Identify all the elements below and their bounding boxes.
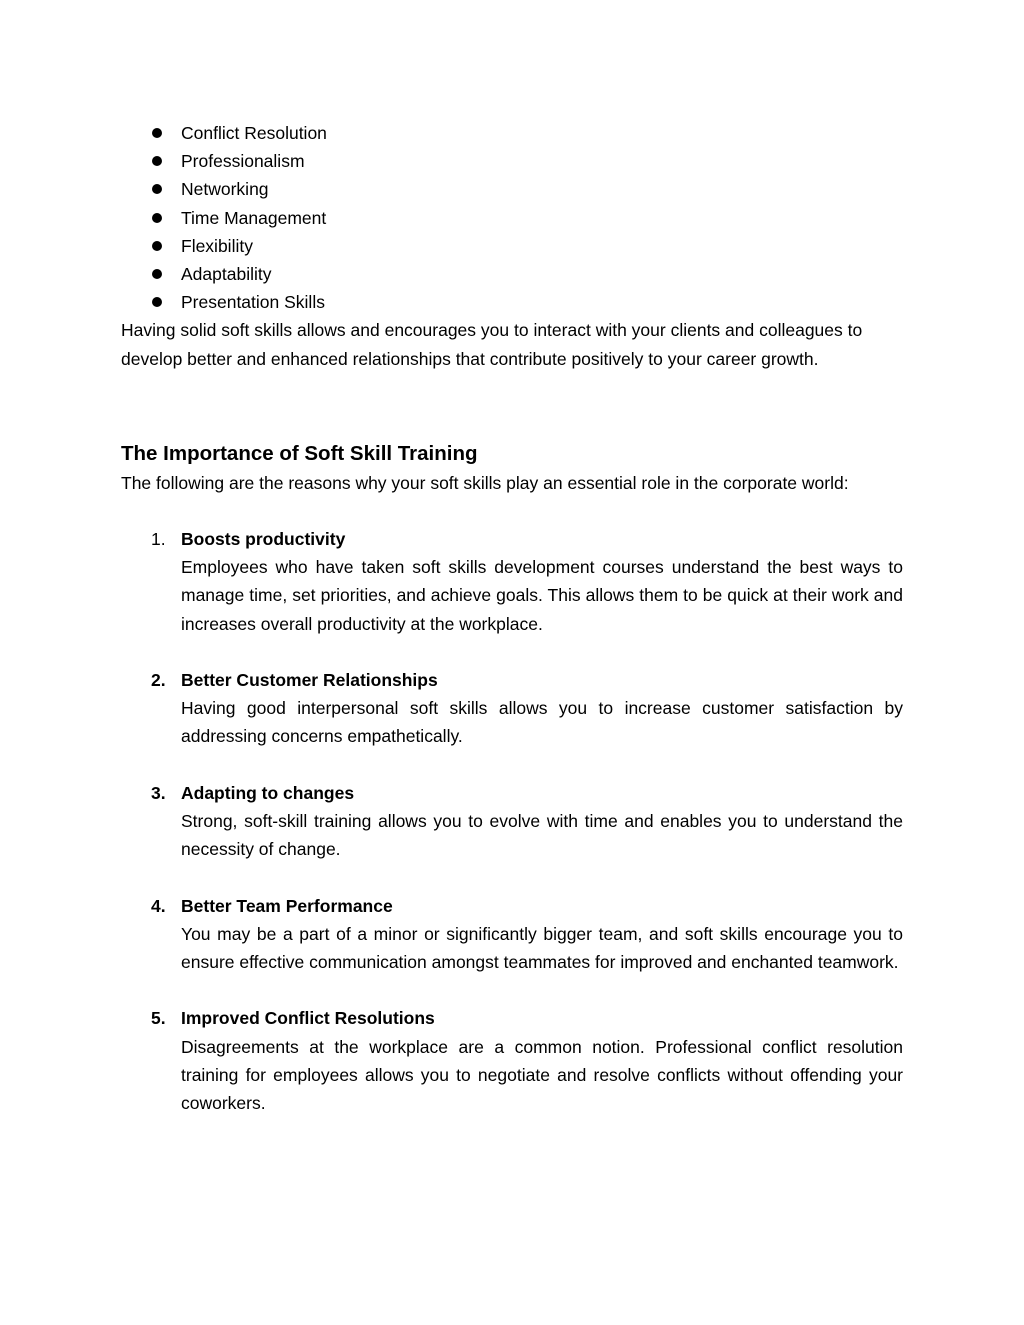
- reason-number: 5.: [151, 1008, 166, 1029]
- reasons-list: [121, 525, 903, 1117]
- list-item: [121, 175, 903, 203]
- reason-description: Having good interpersonal soft skills allows you to increase customer satisfaction by addressing concerns empathetically.: [181, 698, 903, 747]
- list-item: [121, 288, 903, 316]
- reason-title: Better Customer Relationships: [181, 669, 438, 690]
- list-item: [121, 147, 903, 175]
- reason-number: 3.: [151, 782, 166, 803]
- reason-title: Better Team Performance: [181, 895, 393, 916]
- reason-title: Adapting to changes: [181, 782, 355, 803]
- reason-item: [121, 1004, 903, 1117]
- reason-item: [121, 525, 903, 638]
- bullet-text: Time Management: [181, 207, 327, 228]
- reason-item: [121, 779, 903, 864]
- bullet-text: Networking: [181, 179, 269, 200]
- reason-number: 2.: [151, 669, 166, 690]
- reason-number: 1.: [151, 528, 166, 549]
- bullet-text: Flexibility: [181, 235, 253, 256]
- list-item: [121, 119, 903, 147]
- bullet-icon: [152, 269, 162, 279]
- bullet-icon: [152, 297, 162, 307]
- bullet-icon: [152, 241, 162, 251]
- reason-item: [121, 892, 903, 977]
- reason-title: Boosts productivity: [181, 528, 346, 549]
- reason-description: Employees who have taken soft skills development courses understand the best ways to manage time, set priorities, and achieve goals. This allows them to be quick at their work and increases overall productivity at the workplace.: [181, 557, 903, 634]
- lead-paragraph: The following are the reasons why your soft skills play an essential role in the corporate world:: [121, 472, 849, 493]
- reason-title: Improved Conflict Resolutions: [181, 1008, 435, 1029]
- reason-description: You may be a part of a minor or significantly bigger team, and soft skills encourage you to ensure effective communication amongst teammates for improved and enchanted teamwork.: [181, 923, 903, 972]
- bullet-icon: [152, 128, 162, 138]
- intro-paragraph: Having solid soft skills allows and encourages you to interact with your clients and colleagues to develop better and enhanced relationships that contribute positively to your career growth.: [121, 320, 863, 369]
- reason-item: [121, 666, 903, 751]
- reason-number: 4.: [151, 895, 166, 916]
- bullet-text: Conflict Resolution: [181, 123, 327, 143]
- bullet-icon: [152, 184, 162, 194]
- bullet-icon: [152, 213, 162, 223]
- list-item: [121, 260, 903, 288]
- reason-description: Disagreements at the workplace are a common notion. Professional conflict resolution training for employees allows you to negotiate and resolve conflicts without offending your coworkers.: [181, 1036, 903, 1113]
- reason-description: Strong, soft-skill training allows you to evolve with time and enables you to understand the necessity of change.: [181, 810, 903, 860]
- section-heading: The Importance of Soft Skill Training: [121, 441, 478, 465]
- document-page: [121, 119, 903, 1145]
- list-item: [121, 232, 903, 260]
- bullet-icon: [152, 156, 162, 166]
- bullet-text: Adaptability: [181, 263, 272, 284]
- skills-bullet-list: [121, 119, 903, 316]
- list-item: [121, 204, 903, 232]
- bullet-text: Presentation Skills: [181, 292, 325, 313]
- bullet-text: Professionalism: [181, 151, 305, 172]
